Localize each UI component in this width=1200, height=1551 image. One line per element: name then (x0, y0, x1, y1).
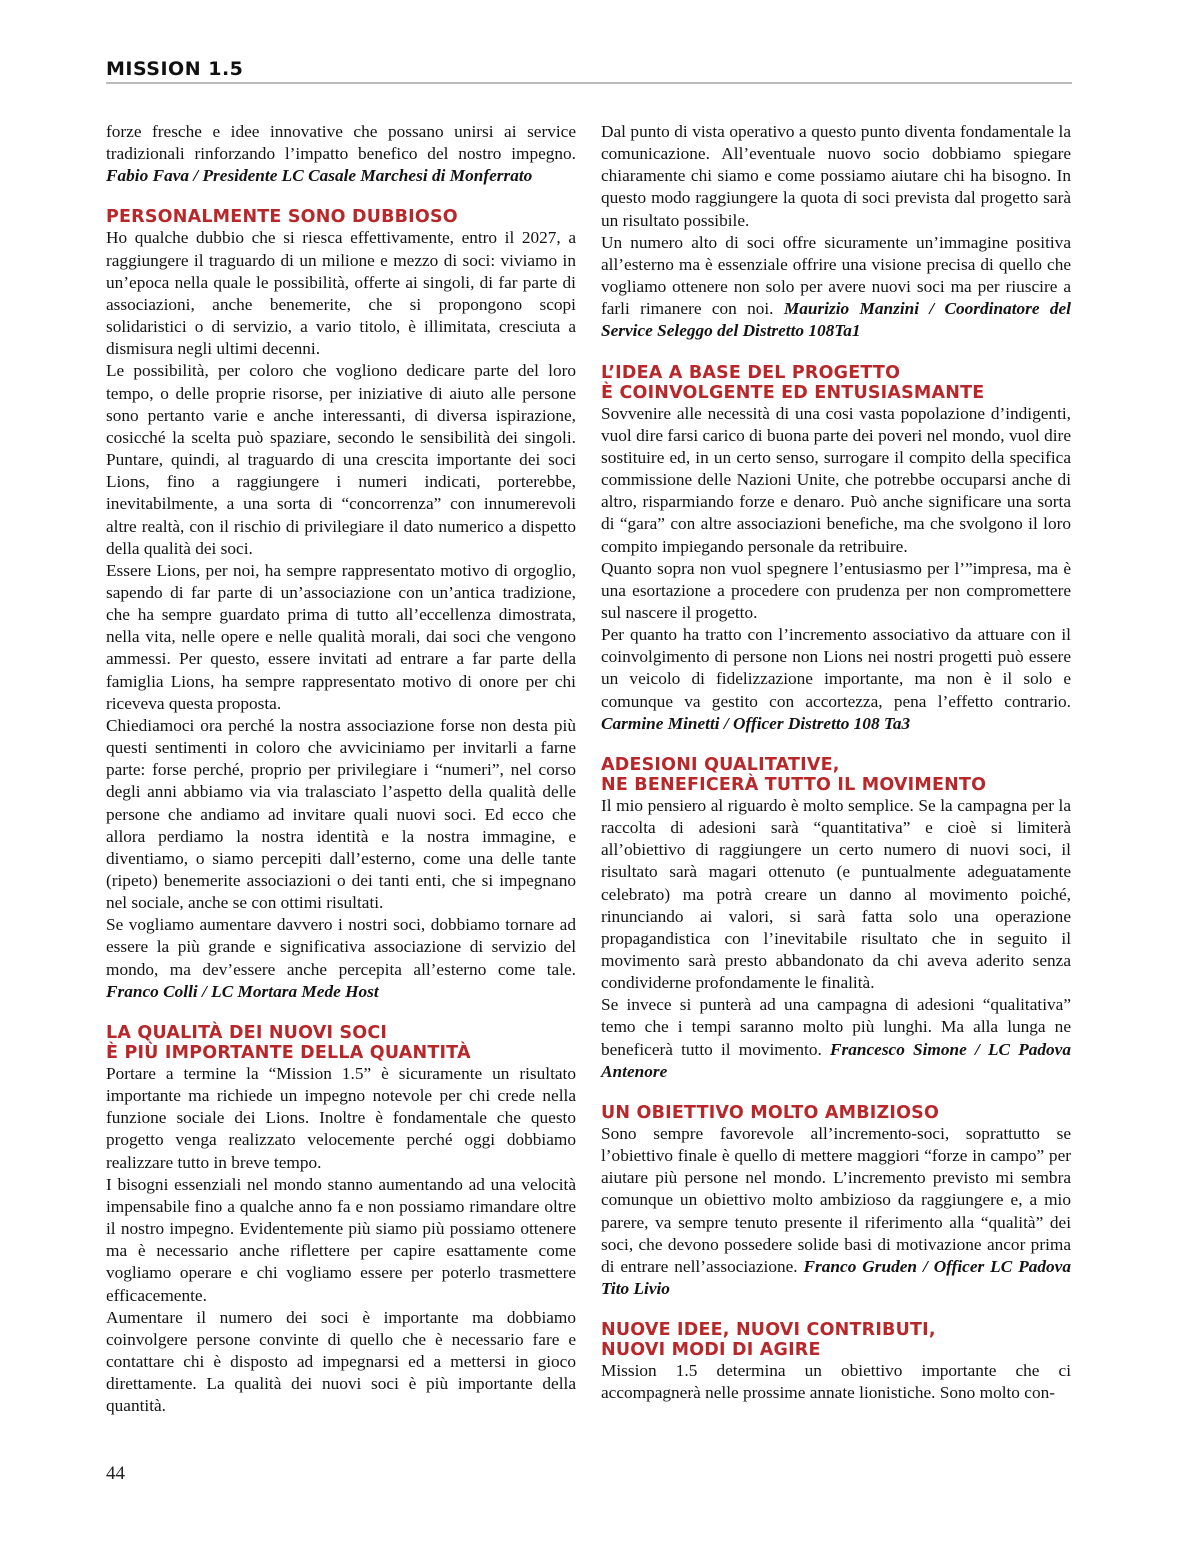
heading-line: È COINVOLGENTE ED ENTUSIASMANTE (601, 382, 985, 403)
heading-line: È PIÙ IMPORTANTE DELLA QUANTITÀ (106, 1042, 471, 1063)
paragraph: Ho qualche dubbio che si riesca effettivamente, entro il 2027, a raggiungere il traguardo di un milione e mezzo di soci: viviamo in un’epoca nella quale le possibilità, offerte ai singoli, di far parte di associazioni, anche benemerite, che si propongono scopi solidaristici o di servizio, a vario titolo, è illimitata, cresciuta a dismisura negli ultimi decenni. (106, 228, 576, 359)
paragraph-text: Un numero alto di soci offre sicuramente un’immagine positiva all’esterno ma è essenziale offrire una visione precisa di quello che vogliamo ottenere non solo per avere nuovi soci ma per riuscire a farli rimanere con noi. (601, 232, 1071, 319)
author-signature: Francesco Simone / LC Padova Antenore (601, 1039, 1071, 1081)
heading-line: NUOVE IDEE, NUOVI CONTRIBUTI, (601, 1320, 936, 1341)
section-heading (106, 1023, 576, 1063)
paragraph: I bisogni essenziali nel mondo stanno aumentando ad una velocità impensabile fino a qualche anno fa e non possiamo rimandare oltre il nostro impegno. Evidentemente più siamo più possiamo ottenere ma è necessario anche riflettere per capire esattamente come vogliamo operare e chi vogliamo essere per poterlo trasmettere efficacemente. (106, 1174, 576, 1305)
paragraph (601, 232, 1071, 343)
paragraph: Quanto sopra non vuol spegnere l’entusiasmo per l’”impresa, ma è una esortazione a procedere con prudenza per non compromettere sul nascere il progetto. (601, 558, 1071, 622)
paragraph: Il mio pensiero al riguardo è molto semplice. Se la campagna per la raccolta di adesioni sarà “quantitativa” e cioè si limiterà all’obiettivo di raggiungere un certo numero di nuovi soci, il risultato sarà magari ottenuto (e puntualmente adeguatamente celebrato) ma potrà creare un danno al movimento poiché, rinunciando ai valori, si sarà fatta solo una operazione propagandistica con l’inevitabile risultato che in seguito il movimento sarà presto abbandonato da chi aveva aderito senza condividerne profondamente le finalità. (601, 795, 1071, 993)
paragraph: Portare a termine la “Mission 1.5” è sicuramente un risultato importante ma richiede un impegno notevole per chi crede nella funzione sociale dei Lions. Inoltre è fondamentale che questo progetto venga realizzato velocemente perché oggi dobbiamo realizzare tutto in breve tempo. (106, 1063, 576, 1172)
paragraph: Dal punto di vista operativo a questo punto diventa fondamentale la comunicazione. All’eventuale nuovo socio dobbiamo spiegare chiaramente chi siamo e come possiamo aiutare chi ha bisogno. In questo modo raggiungere la quota di soci prevista dal progetto sarà un risultato possibile. (601, 122, 1071, 230)
author-signature: Franco Gruden / Officer LC Padova Tito Livio (601, 1256, 1071, 1299)
section-heading (601, 363, 1071, 403)
paragraph-text: Se invece si punterà ad una campagna di adesioni “qualitativa” temo che i tempi saranno molto più lunghi. Ma alla lunga ne beneficerà tutto il movimento. (601, 995, 1071, 1059)
paragraph-text: Per quanto ha tratto con l’incremento associativo da attuare con il coinvolgimento di persone non Lions nei nostri progetti può essere un veicolo di fidelizzazione importante, ma non è il solo e comunque va gestito con accortezza, pena l’effetto contrario. (601, 625, 1071, 711)
section-title: MISSION 1.5 (106, 58, 244, 80)
paragraph (601, 1123, 1071, 1300)
author-signature: Carmine Minetti / Officer Distretto 108 Ta3 (601, 713, 911, 733)
paragraph (601, 994, 1071, 1083)
author-signature: Franco Colli / LC Mortara Mede Host (106, 981, 379, 1001)
heading-line: PERSONALMENTE SONO DUBBIOSO (106, 207, 458, 228)
paragraph: Le possibilità, per coloro che vogliono dedicare parte del loro tempo, o delle proprie risorse, per iniziative di aiuto alle persone sono pertanto varie e anche interessanti, di diversa ispirazione, cosicché la scelta può spaziare, secondo le sensibilità dei singoli. Puntare, quindi, al traguardo di una crescita importante dei soci Lions, fino a raggiungere i numeri indicati, porterebbe, inevitabilmente, a una sorta di “concorrenza” con innumerevoli altre realtà, con il rischio di privilegiare il dato numerico a dispetto della qualità dei soci. (106, 361, 576, 558)
section-heading (106, 207, 576, 227)
paragraph: Mission 1.5 determina un obiettivo importante che ci accompagnerà nelle prossime annate lionistiche. Sono molto con- (601, 1361, 1071, 1403)
heading-line: NE BENEFICERÀ TUTTO IL MOVIMENTO (601, 774, 987, 795)
section-heading (601, 1320, 1071, 1360)
right-column (601, 121, 1071, 1405)
heading-line: LA QUALITÀ DEI NUOVI SOCI (106, 1022, 388, 1043)
paragraph: Aumentare il numero dei soci è importante ma dobbiamo coinvolgere persone convinte di quello che è necessario fare e contattare chi è disposto ad impegnarsi ed a mettersi in gioco direttamente. La qualità dei nuovi soci è più importante della quantità. (106, 1307, 576, 1416)
paragraph: Chiediamoci ora perché la nostra associazione forse non desta più questi sentimenti in coloro che avviciniamo per invitarli a farne parte: forse perché, proprio per privilegiare i “numeri”, nel corso degli anni abbiamo via via tralasciato l’aspetto della qualità delle persone che andiamo ad invitare quali nuovi soci. Ed ecco che allora perdiamo la nostra identità e la nostra immagine, e diventiamo, o siamo percepiti dall’esterno, come una delle tante (ripeto) benemerite associazioni o dei tanti enti, che si impegnano nel sociale, anche se con ottimi risultati. (106, 715, 576, 913)
author-signature: Maurizio Manzini / Coordinatore del Service Seleggo del Distretto 108Ta1 (601, 299, 1071, 341)
page-number: 44 (106, 1463, 125, 1484)
section-heading (601, 1103, 1071, 1123)
heading-line: UN OBIETTIVO MOLTO AMBIZIOSO (601, 1102, 940, 1123)
paragraph-text: Sono sempre favorevole all’incremento-soci, soprattutto se l’obiettivo finale è quello di mettere maggiori “forze in campo” per aiutare più persone nel mondo. L’incremento previsto mi sembra comunque un obiettivo molto ambizioso da raggiungere e, a mio parere, va sempre tenuto presente il riferimento alla “qualità” dei soci, che devono possedere solide basi di motivazione ancor prima di entrare nell’associazione. (601, 1123, 1071, 1276)
paragraph: Sovvenire alle necessità di una cosi vasta popolazione d’indigenti, vuol dire farsi carico di buona parte dei poveri nel mondo, vuol dire sostituire ed, in un certo senso, surrogare il compito della specifica commissione delle Nazioni Unite, che potrebbe occuparsi anche di altro, risparmiando forze e denaro. Può anche significare una sorta di “gara” con altre associazioni benefiche, ma che svolgono il loro compito impiegando personale da retribuire. (601, 403, 1071, 556)
paragraph-text: forze fresche e idee innovative che possano unirsi ai service tradizionali rinforzando l’impatto benefico del nostro impegno. (106, 122, 576, 164)
author-signature: Fabio Fava / Presidente LC Casale Marchesi di Monferrato (106, 166, 533, 186)
intro-paragraph (106, 121, 576, 187)
paragraph: Essere Lions, per noi, ha sempre rappresentato motivo di orgoglio, sapendo di far parte di un’associazione con un’antica tradizione, che ha sempre guardato prima di tutto all’eccellenza dimostrata, nella vita, nelle opere e nelle qualità morali, dai soci che vengono ammessi. Per questo, essere invitati ad entrare a far parte della famiglia Lions, ha sempre rappresentato motivo di onore per chi riceveva questa proposta. (106, 560, 576, 713)
heading-line: ADESIONI QUALITATIVE, (601, 754, 840, 775)
paragraph (106, 914, 576, 1003)
section-heading (601, 755, 1071, 795)
page-header (106, 56, 1072, 84)
left-column (106, 121, 576, 1417)
heading-line: NUOVI MODI DI AGIRE (601, 1340, 821, 1361)
paragraph-text: Se vogliamo aumentare davvero i nostri soci, dobbiamo tornare ad essere la più grande e significativa associazione di servizio del mondo, ma dev’essere anche percepita all’esterno come tale. (106, 915, 576, 979)
paragraph (601, 624, 1071, 735)
heading-line: L’IDEA A BASE DEL PROGETTO (601, 362, 901, 383)
